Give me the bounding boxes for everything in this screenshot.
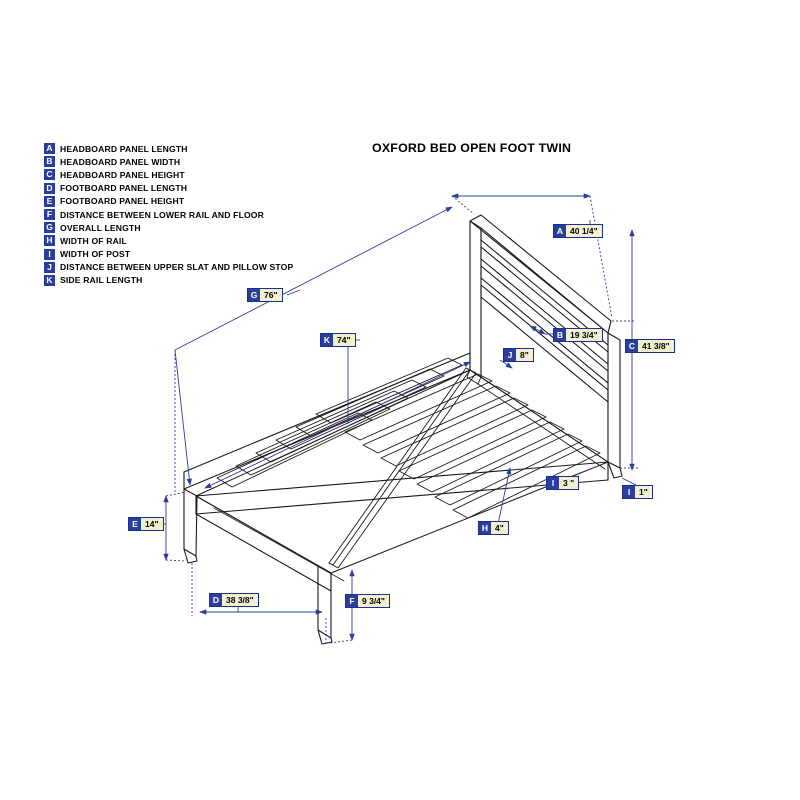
callout-key-badge: E <box>129 518 141 530</box>
legend-label: FOOTBOARD PANEL HEIGHT <box>60 196 185 207</box>
callout-key-badge: K <box>321 334 333 346</box>
page-title: OXFORD BED OPEN FOOT TWIN <box>372 141 572 155</box>
callout-value: 19 3/4" <box>570 330 598 340</box>
dimension-callout <box>625 339 675 353</box>
legend-label: HEADBOARD PANEL LENGTH <box>60 143 188 154</box>
callout-value: 14" <box>145 519 159 529</box>
legend-row <box>44 182 374 195</box>
legend-row <box>44 208 374 221</box>
callout-key-badge: C <box>626 340 638 352</box>
legend-label: FOOTBOARD PANEL LENGTH <box>60 183 188 194</box>
callout-value: 1" <box>639 487 648 497</box>
legend-label: WIDTH OF RAIL <box>60 235 127 246</box>
dimension-callout <box>622 485 653 499</box>
dimension-callout <box>553 328 603 342</box>
legend-key-badge: G <box>44 222 55 233</box>
dimension-callout <box>209 593 259 607</box>
dimension-callout <box>553 224 603 238</box>
legend-key-badge: F <box>44 209 55 220</box>
legend-key-badge: K <box>44 275 55 286</box>
dimension-callout <box>478 521 509 535</box>
callout-value: 38 3/8" <box>226 595 254 605</box>
legend-row <box>44 155 374 168</box>
dimension-callout <box>247 288 283 302</box>
legend-key-badge: D <box>44 183 55 194</box>
legend-label: DISTANCE BETWEEN LOWER RAIL AND FLOOR <box>60 209 264 220</box>
legend-key-badge: E <box>44 196 55 207</box>
legend-row <box>44 142 374 155</box>
legend-key-badge: C <box>44 169 55 180</box>
callout-key-badge: D <box>210 594 222 606</box>
legend-row <box>44 234 374 247</box>
callout-key-badge: A <box>554 225 566 237</box>
dimension-callout <box>546 476 579 490</box>
legend-row <box>44 221 374 234</box>
legend-row <box>44 168 374 181</box>
legend-row <box>44 248 374 261</box>
callout-value: 9 3/4" <box>362 596 385 606</box>
callout-value: 76" <box>264 290 278 300</box>
legend-key-badge: I <box>44 249 55 260</box>
legend-label: OVERALL LENGTH <box>60 222 141 233</box>
callout-value: 3 " <box>563 478 575 488</box>
callout-value: 74" <box>337 335 351 345</box>
legend-key-badge: J <box>44 262 55 273</box>
callout-key-badge: I <box>623 486 635 498</box>
callout-value: 41 3/8" <box>642 341 670 351</box>
dimension-callout <box>345 594 390 608</box>
legend-label: DISTANCE BETWEEN UPPER SLAT AND PILLOW STOP <box>60 262 294 273</box>
legend-label: HEADBOARD PANEL WIDTH <box>60 156 181 167</box>
dimension-callout <box>128 517 164 531</box>
callout-value: 40 1/4" <box>570 226 598 236</box>
dimension-callout <box>320 333 356 347</box>
legend-key-badge: A <box>44 143 55 154</box>
callout-value: 4" <box>495 523 504 533</box>
legend-row <box>44 274 374 287</box>
callout-key-badge: H <box>479 522 491 534</box>
callout-key-badge: B <box>554 329 566 341</box>
legend-key-badge: H <box>44 235 55 246</box>
legend-label: SIDE RAIL LENGTH <box>60 275 143 286</box>
legend <box>44 142 374 287</box>
callout-value: 8" <box>520 350 529 360</box>
legend-row <box>44 261 374 274</box>
callout-key-badge: F <box>346 595 358 607</box>
legend-label: HEADBOARD PANEL HEIGHT <box>60 169 185 180</box>
legend-row <box>44 195 374 208</box>
callout-key-badge: G <box>248 289 260 301</box>
legend-key-badge: B <box>44 156 55 167</box>
dimension-callout <box>503 348 534 362</box>
legend-label: WIDTH OF POST <box>60 249 131 260</box>
callout-key-badge: I <box>547 477 559 489</box>
callout-key-badge: J <box>504 349 516 361</box>
